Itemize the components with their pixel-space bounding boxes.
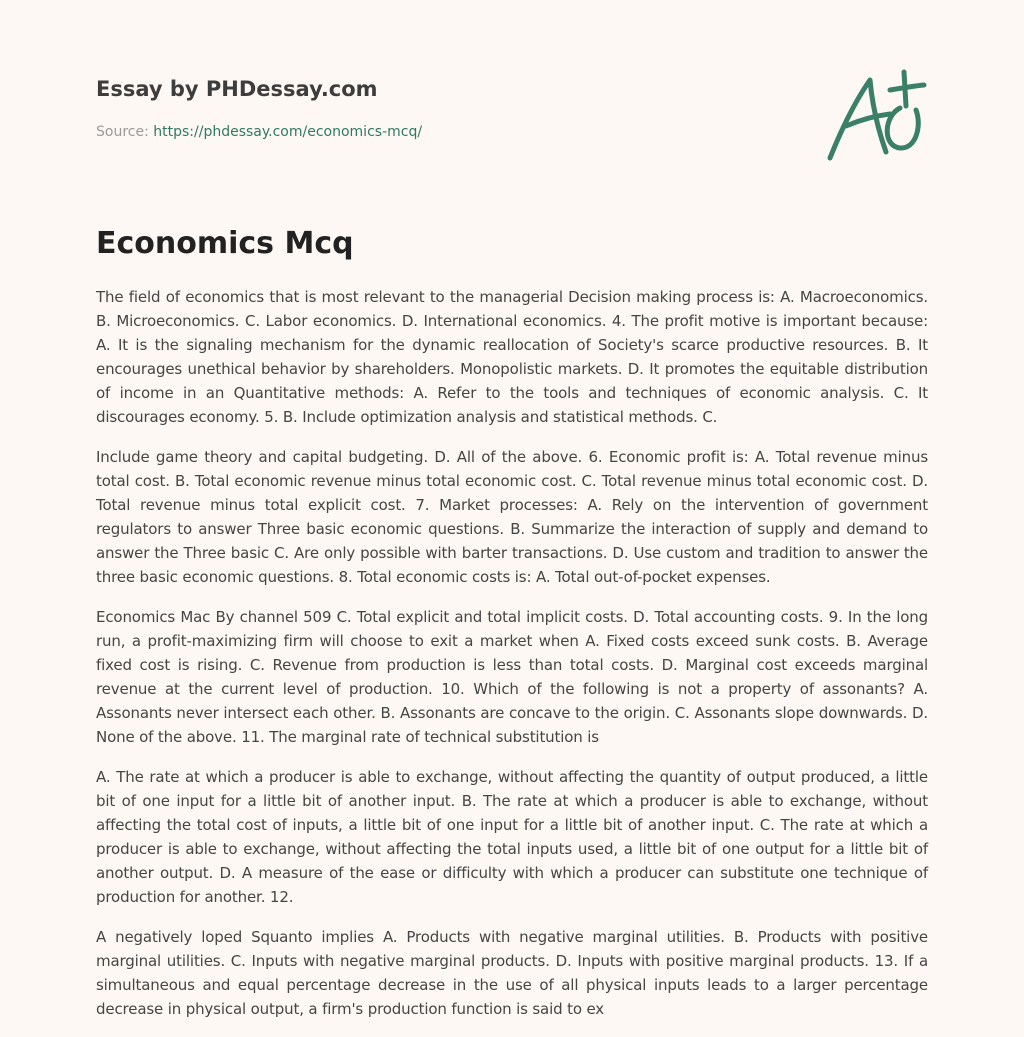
a-plus-logo-icon xyxy=(820,66,930,166)
paragraph: A negatively loped Squanto implies A. Products with negative marginal utilities. B. Products with positive marginal utilities. C. Inputs with negative marginal products. D. Inputs with positive marginal products. 13. If a simultaneous and equal percentage decrease in the use of all physical inputs leads to a larger percentage decrease in physical output, a firm's production function is said to ex xyxy=(96,928,928,1018)
source-link[interactable]: https://phdessay.com/economics-mcq/ xyxy=(153,124,423,140)
source-line xyxy=(96,122,796,142)
source-label: Source: xyxy=(96,124,149,140)
paragraph: Include game theory and capital budgeting. D. All of the above. 6. Economic profit is: A. Total revenue minus total cost. B. Total economic revenue minus total economic cost. C. Total revenue minus total economic cost. D. Total revenue minus total explicit cost. 7. Market processes: A. Rely on the intervention of government regulators to answer Three basic economic questions. B. Summarize the interaction of supply and demand to answer the Three basic C. Are only possible with barter transactions. D. Use custom and tradition to answer the three basic economic questions. 8. Total economic costs is: A. Total out-of-pocket expenses. xyxy=(96,448,928,586)
essay-title: Economics Mcq xyxy=(96,226,354,261)
paragraph: A. The rate at which a producer is able to exchange, without affecting the quantity of output produced, a little bit of one input for a little bit of another input. B. The rate at which a producer is able to exchange, without affecting the total cost of inputs, a little bit of one input for a little bit of another input. C. The rate at which a producer is able to exchange, without affecting the total inputs used, a little bit of one output for a little bit of another output. D. A measure of the ease or difficulty with which a producer can substitute one technique of production for another. 12. xyxy=(96,768,928,906)
paragraph: The field of economics that is most relevant to the managerial Decision making process is: A. Macroeconomics. B. Microeconomics. C. Labor economics. D. International economics. 4. The profit motive is important because: A. It is the signaling mechanism for the dynamic reallocation of Society's scarce productive resources. B. It encourages unethical behavior by shareholders. Monopolistic markets. D. It promotes the equitable distribution of income in an Quantitative methods: A. Refer to the tools and techniques of economic analysis. C. It discourages economy. 5. B. Include optimization analysis and statistical methods. C. xyxy=(96,288,928,426)
essay-body xyxy=(96,285,928,1037)
paragraph: Economics Mac By channel 509 C. Total explicit and total implicit costs. D. Total accounting costs. 9. In the long run, a profit-maximizing firm will choose to exit a market when A. Fixed costs exceed sunk costs. B. Average fixed cost is rising. C. Revenue from production is less than total costs. D. Marginal cost exceeds marginal revenue at the current level of production. 10. Which of the following is not a property of assonants? A. Assonants never intersect each other. B. Assonants are concave to the origin. C. Assonants slope downwards. D. None of the above. 11. The marginal rate of technical substitution is xyxy=(96,608,928,746)
site-title: Essay by PHDessay.com xyxy=(96,77,378,101)
page-header xyxy=(96,74,796,142)
